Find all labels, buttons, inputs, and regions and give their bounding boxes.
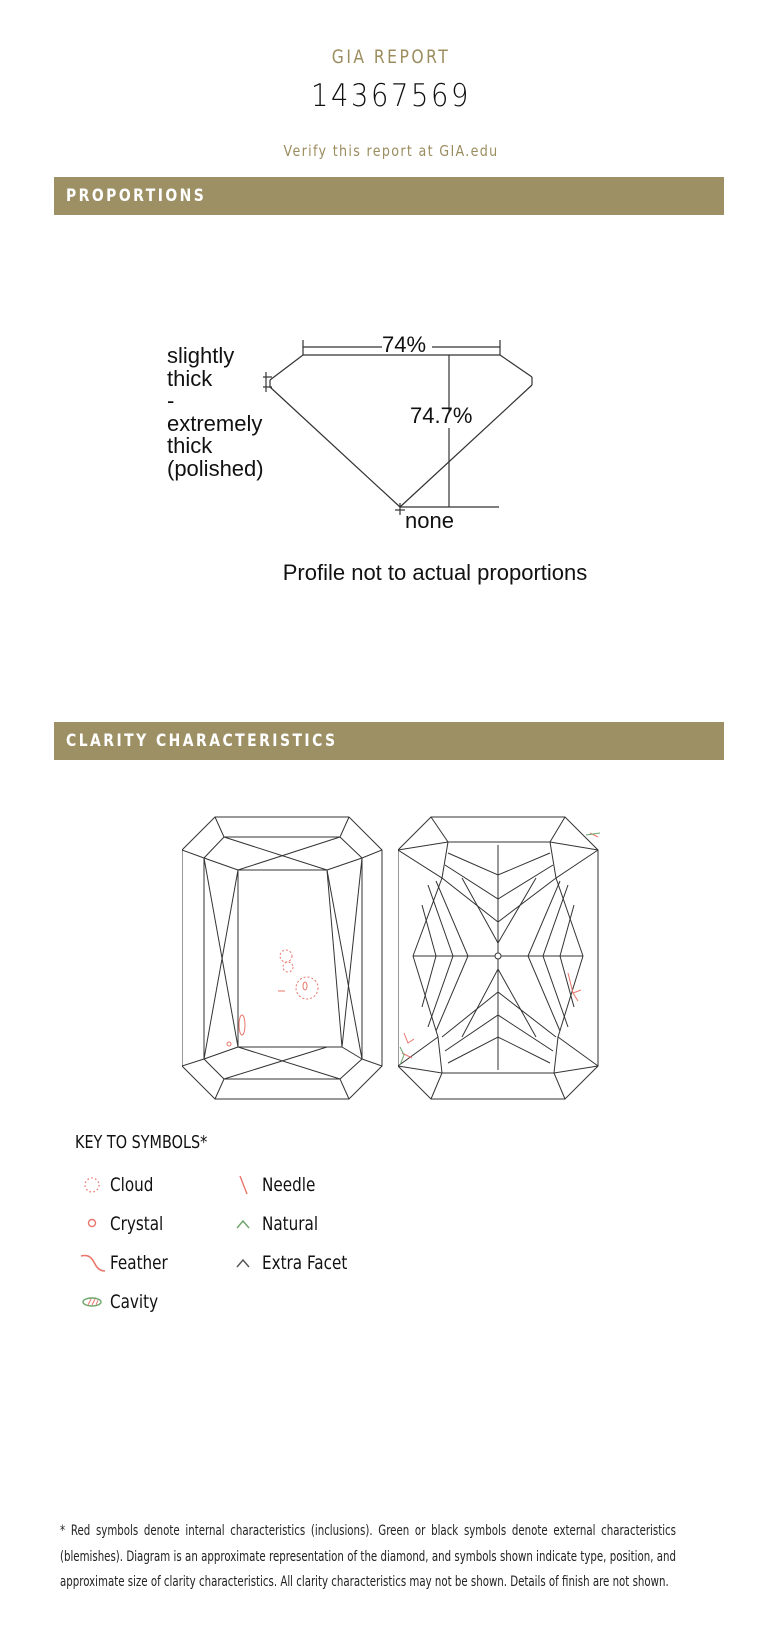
proportions-title: PROPORTIONS xyxy=(66,186,207,206)
key-to-symbols-title: KEY TO SYMBOLS* xyxy=(75,1132,208,1153)
key-item-extra-facet xyxy=(232,1250,369,1276)
key-item-cloud xyxy=(80,1172,164,1198)
crown-clarity-plot xyxy=(182,815,384,1100)
feather-icon xyxy=(80,1252,106,1274)
depth-percent-label: 74.7% xyxy=(410,403,473,428)
key-item-natural xyxy=(232,1211,332,1237)
girdle-line-4: extremely xyxy=(167,411,263,436)
key-label-needle: Needle xyxy=(262,1174,316,1196)
culet-label: none xyxy=(405,508,454,533)
profile-note: Profile not to actual proportions xyxy=(282,560,588,585)
report-number: 14367569 xyxy=(311,78,471,114)
key-item-cavity xyxy=(80,1289,170,1315)
crystal-icon xyxy=(80,1213,106,1235)
proportions-profile-diagram xyxy=(150,320,550,540)
key-label-crystal: Crystal xyxy=(110,1213,164,1235)
clarity-title: CLARITY CHARACTERISTICS xyxy=(66,731,338,751)
report-label: GIA REPORT xyxy=(331,46,451,68)
proportions-section-bar xyxy=(54,177,724,215)
girdle-line-6: (polished) xyxy=(167,456,264,481)
girdle-line-3: - xyxy=(167,388,175,413)
key-item-needle xyxy=(232,1172,329,1198)
table-percent-label: 74% xyxy=(382,332,427,357)
girdle-line-2: thick xyxy=(167,366,213,391)
girdle-line-5: thick xyxy=(167,433,213,458)
key-item-crystal xyxy=(80,1211,177,1237)
key-label-feather: Feather xyxy=(110,1252,168,1274)
clarity-section-bar xyxy=(54,722,724,760)
key-label-natural: Natural xyxy=(262,1213,319,1235)
natural-icon xyxy=(232,1213,258,1235)
pavilion-clarity-plot xyxy=(398,815,600,1100)
extra-facet-icon xyxy=(232,1252,258,1274)
girdle-line-1: slightly xyxy=(167,343,235,368)
footnote: * Red symbols denote internal characteristics (inclusions). Green or black symbols denote external characteristics (blemishes). Diagram is an approximate representation of the diamond, and symbols shown indicate type, position, and approximate size of clarity characteristics. All clarity characteristics may not be shown. Details of finish are not shown. xyxy=(60,1522,676,1590)
key-item-feather xyxy=(80,1250,182,1276)
key-label-cloud: Cloud xyxy=(110,1174,154,1196)
cavity-icon xyxy=(80,1291,106,1313)
needle-icon xyxy=(232,1174,258,1196)
key-label-cavity: Cavity xyxy=(110,1291,159,1313)
cloud-icon xyxy=(80,1174,106,1196)
verify-link[interactable]: Verify this report at GIA.edu xyxy=(283,142,499,160)
key-label-extra-facet: Extra Facet xyxy=(262,1252,348,1274)
